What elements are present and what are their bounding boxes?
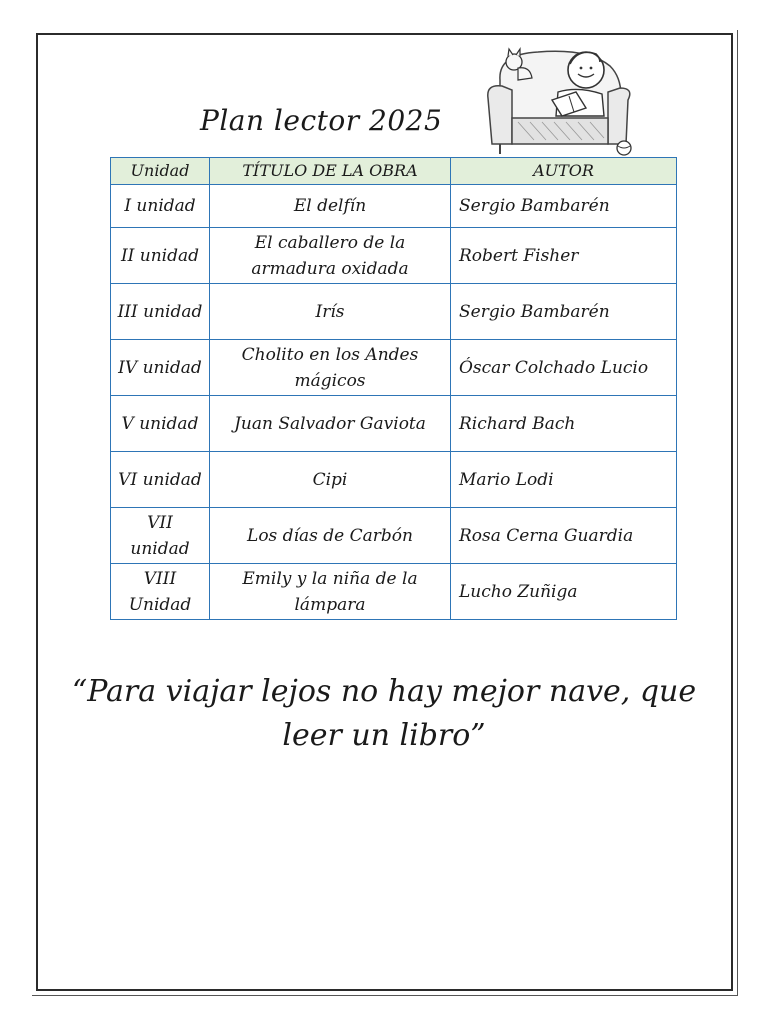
cell-titulo: Los días de Carbón xyxy=(210,508,451,564)
cell-unidad: V unidad xyxy=(111,396,210,452)
cell-unidad: II unidad xyxy=(111,228,210,284)
table-row xyxy=(111,284,677,340)
cell-autor: Rosa Cerna Guardia xyxy=(451,508,677,564)
cell-titulo: Juan Salvador Gaviota xyxy=(210,396,451,452)
cell-autor: Óscar Colchado Lucio xyxy=(451,340,677,396)
child-reading-in-armchair-icon xyxy=(478,40,638,162)
table-row xyxy=(111,185,677,228)
cell-autor: Richard Bach xyxy=(451,396,677,452)
table-row xyxy=(111,564,677,620)
table-row xyxy=(111,396,677,452)
table-row xyxy=(111,452,677,508)
table-row xyxy=(111,508,677,564)
table-row xyxy=(111,340,677,396)
reading-quote: “Para viajar lejos no hay mejor nave, que leer un libro” xyxy=(71,674,697,753)
cell-unidad: VIII Unidad xyxy=(111,564,210,620)
cell-autor: Robert Fisher xyxy=(451,228,677,284)
cell-autor: Lucho Zuñiga xyxy=(451,564,677,620)
table-row xyxy=(111,228,677,284)
page-title: Plan lector 2025 xyxy=(200,104,443,137)
cell-autor: Sergio Bambarén xyxy=(451,185,677,228)
header-titulo: TÍTULO DE LA OBRA xyxy=(210,158,451,185)
cell-titulo: El delfín xyxy=(210,185,451,228)
cell-unidad: I unidad xyxy=(111,185,210,228)
table-header-row xyxy=(111,158,677,185)
header-unidad: Unidad xyxy=(111,158,210,185)
cell-unidad: IV unidad xyxy=(111,340,210,396)
cell-titulo: Irís xyxy=(210,284,451,340)
cell-titulo: Emily y la niña de la lámpara xyxy=(210,564,451,620)
reading-plan-table xyxy=(110,157,677,620)
header-autor: AUTOR xyxy=(451,158,677,185)
cell-titulo: El caballero de la armadura oxidada xyxy=(210,228,451,284)
cell-titulo: Cipi xyxy=(210,452,451,508)
cell-titulo: Cholito en los Andes mágicos xyxy=(210,340,451,396)
cell-autor: Mario Lodi xyxy=(451,452,677,508)
cell-unidad: III unidad xyxy=(111,284,210,340)
cell-unidad: VII unidad xyxy=(111,508,210,564)
cell-unidad: VI unidad xyxy=(111,452,210,508)
cell-autor: Sergio Bambarén xyxy=(451,284,677,340)
